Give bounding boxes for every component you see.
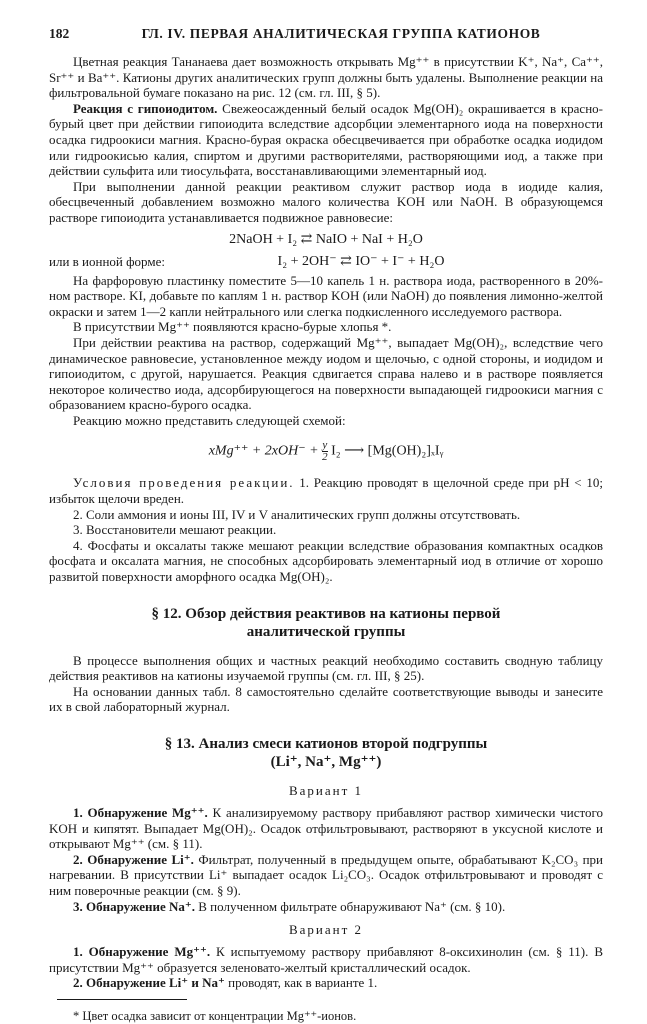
scheme-left: xMg⁺⁺ + 2xOH⁻ +	[208, 444, 319, 460]
step-heading: 2. Обнаружение Li⁺.	[73, 851, 194, 867]
scheme-fraction	[322, 440, 328, 463]
condition-1: 1. Реакцию проводят в щелочной среде при pH < 10; избыток щелочи вреден.	[49, 475, 603, 507]
step-heading: 1. Обнаружение Mg⁺⁺.	[73, 805, 208, 820]
step-heading: 2. Обнаружение Li⁺ и Na⁺	[73, 975, 225, 991]
hypoiodite-text: Свежеосажденный белый осадок Mg(OH)₂ окрашивается в красно-бурый цвет при действии гипоиодита вследствие адсорбции элементарного иода на поверхности осадка гидроокиси магния. Красно-бурая окраска обесцвечивается при обработке осадка иодидом или гидроокисью калия, спиртом и другими растворителями, растворяющими иод, а также при действии сульфита или тиосульфата, восстанавливающими элементарный иод.	[49, 100, 603, 179]
variant-1-step-1	[49, 805, 603, 852]
equation-ionic: I₂ + 2OH⁻ ⇄ IO⁻ + I⁻ + H₂O	[277, 253, 445, 269]
paragraph-reagent: При выполнении данной реакции реактивом служит раствор иода в иодиде калия, обесцвеченный добавлением возможно малого количества KOH или NaOH. В образующемся растворе гипоиодита устанавливается подвижное равновесие:	[49, 178, 603, 225]
scheme-right: I₂ ⟶ [Mg(OH)₂]ₓIᵧ	[331, 444, 444, 460]
section-13-line2: (Li⁺, Na⁺, Mg⁺⁺)	[270, 754, 382, 770]
variant-1-step-2	[49, 852, 603, 899]
fraction-numerator: y	[322, 439, 328, 452]
page-number: 182	[49, 26, 70, 41]
equation-ionic-row	[49, 253, 603, 273]
variant-2-step-1	[49, 944, 603, 975]
step-heading: 1. Обнаружение Mg⁺⁺.	[73, 944, 211, 960]
conditions-heading: Условия проведения реакции.	[73, 475, 295, 491]
step-text: К анализируемому раствору прибавляют раствор химически чистого KOH и кипятят. Выпадает Mg(OH)₂. Осадок отфильтровывают, растворяют в уксусной кислоте и открывают Mg⁺⁺ (см. § 11).	[49, 805, 604, 852]
step-text: К испытуемому раствору прибавляют 8-оксихинолин (см. § 11). В присутствии Mg⁺⁺ образуется зеленовато-желтый кристаллический осадок.	[49, 944, 603, 975]
step-text: Фильтрат, полученный в предыдущем опыте, обрабатывают K₂CO₃ при нагревании. В присутствии Li⁺ выпадает осадок Li₂CO₃. Осадок отфильтровывают и проводят с ним поверочные реакции (см. § 9).	[49, 851, 603, 898]
condition-3: 3. Восстановители мешают реакции.	[73, 522, 277, 538]
step-text: В полученном фильтрате обнаруживают Na⁺ (см. § 10).	[195, 898, 506, 914]
paragraph-mechanism: При действии реактива на раствор, содержащий Mg⁺⁺, выпадает Mg(OH)₂, вследствие чего динамическое равновесие, установленное между иодом и щелочью, с одной стороны, и иодидом и гипоиодитом, с другой, нарушается. Реакция сдвигается справа налево и в растворе появляется некоторое количество иода, адсорбирующегося на поверхности выпадающей гидроокиси магния с образованием красно-бурого осадка.	[49, 334, 603, 413]
condition-4: 4. Фосфаты и оксалаты также мешают реакции вследствие образования компактных осадков фосфата и оксалата магния, не способных адсорбировать элементарный иод в отличие от хорошо развитой поверхности аморфного осадка Mg(OH)₂.	[49, 537, 603, 585]
condition-2: 2. Соли аммония и ионы III, IV и V аналитических групп должны отсутствовать.	[73, 506, 521, 522]
variant-2-step-2	[49, 975, 603, 991]
step-heading: 3. Обнаружение Na⁺.	[73, 898, 196, 914]
equation-scheme	[49, 440, 603, 463]
paragraph-conditions	[49, 475, 603, 506]
hypoiodite-heading: Реакция с гипоиодитом.	[73, 100, 218, 116]
footnote: * Цвет осадка зависит от концентрации Mg⁺⁺-ионов.	[73, 1008, 357, 1023]
step-text: проводят, как в варианте 1.	[224, 975, 378, 991]
paragraph-observation: В присутствии Mg⁺⁺ появляются красно-бурые хлопья *.	[73, 319, 392, 335]
section-12-title: § 12. Обзор действия реактивов на катионы первой аналитической группы	[151, 605, 501, 640]
running-header	[49, 26, 603, 42]
variant-2-heading: Вариант 2	[288, 922, 364, 938]
equation-ionic-label: или в ионной форме:	[49, 253, 165, 269]
paragraph-conclusions: На основании данных табл. 8 самостоятельно сделайте соответствующие выводы и занесите их в свой лабораторный журнал.	[49, 683, 603, 715]
paragraph-scheme-intro: Реакцию можно представить следующей схемой:	[73, 412, 346, 428]
section-13-line1: § 13. Анализ смеси катионов второй подгруппы	[164, 736, 488, 752]
paragraph-summary-table: В процессе выполнения общих и частных реакций необходимо составить сводную таблицу действия реактивов на катионы изучаемой группы (см. гл. III, § 25).	[49, 652, 603, 684]
paragraph-hypoiodite	[49, 101, 603, 179]
section-13-title	[49, 735, 603, 771]
paragraph-procedure: На фарфоровую пластинку поместите 5—10 капель 1 н. раствора иода, растворенного в 20%-ном растворе. KI, добавьте по каплям 1 н. раствор KOH (или NaOH) до появления лимонно-желтой окраски и затем 1—2 капли нейтрального или слегка подкисленного исследуемого раствора.	[49, 272, 603, 319]
variant-1-step-3	[49, 899, 603, 915]
fraction-denominator: 2	[322, 451, 328, 464]
paragraph-tananaev: Цветная реакция Тананаева дает возможность открывать Mg⁺⁺ в присутствии K⁺, Na⁺, Ca⁺⁺, Sr⁺⁺ и Ba⁺⁺. Катионы других аналитических групп должны быть удалены. Выполнение реакции на фильтровальной бумаге показано на рис. 12 (см. гл. III, § 5).	[49, 54, 603, 101]
variant-1-heading: Вариант 1	[288, 783, 364, 798]
equation-molecular: 2NaOH + I₂ ⇄ NaIO + NaI + H₂O	[229, 231, 423, 247]
running-title: ГЛ. IV. ПЕРВАЯ АНАЛИТИЧЕСКАЯ ГРУППА КАТИОНОВ	[141, 26, 541, 41]
